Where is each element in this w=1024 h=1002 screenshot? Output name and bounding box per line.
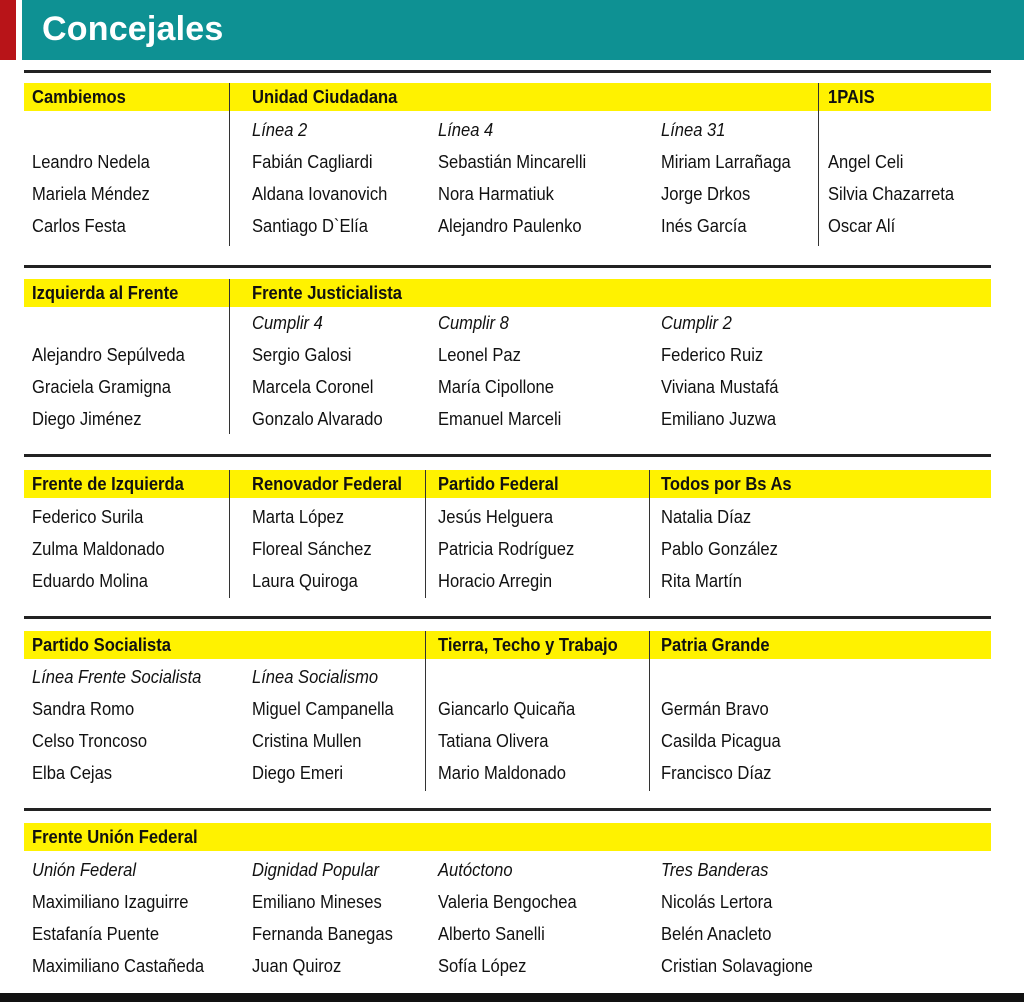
- candidate-name: Jesús Helguera: [438, 507, 554, 527]
- candidate-name: Mariela Méndez: [32, 184, 150, 204]
- sub-line-label: Autóctono: [438, 860, 513, 880]
- sub-line-label: Cumplir 8: [438, 313, 509, 333]
- candidate-name: Emanuel Marceli: [438, 409, 562, 429]
- sub-line-label: Cumplir 2: [661, 313, 732, 333]
- candidate-name: Valeria Bengochea: [438, 892, 577, 912]
- party-name: Todos por Bs As: [661, 474, 792, 494]
- candidate-name: Diego Emeri: [252, 763, 344, 783]
- sub-line-label: Línea Socialismo: [252, 667, 379, 687]
- candidate-name: Alejandro Paulenko: [438, 216, 582, 236]
- candidate-name: Santiago D`Elía: [252, 216, 368, 236]
- sub-line-label: Línea Frente Socialista: [32, 667, 202, 687]
- candidate-name: Juan Quiroz: [252, 956, 342, 976]
- candidate-name: Aldana Iovanovich: [252, 184, 388, 204]
- bottom-bar: [0, 993, 1024, 1002]
- candidate-name: Casilda Picagua: [661, 731, 781, 751]
- party-name: Frente de Izquierda: [32, 474, 184, 494]
- candidate-name: Nicolás Lertora: [661, 892, 773, 912]
- candidate-name: Cristian Solavagione: [661, 956, 813, 976]
- block-divider: [24, 616, 991, 619]
- column-separator: [649, 631, 650, 791]
- candidate-name: Giancarlo Quicaña: [438, 699, 576, 719]
- sub-line-label: Tres Banderas: [661, 860, 769, 880]
- block-divider: [24, 70, 991, 73]
- candidate-name: Emiliano Mineses: [252, 892, 382, 912]
- candidate-name: Graciela Gramigna: [32, 377, 171, 397]
- candidate-name: Nora Harmatiuk: [438, 184, 554, 204]
- candidate-name: Carlos Festa: [32, 216, 126, 236]
- party-name: Izquierda al Frente: [32, 283, 179, 303]
- sub-line-label: Línea 2: [252, 120, 308, 140]
- party-name: Partido Federal: [438, 474, 559, 494]
- block-divider: [24, 454, 991, 457]
- candidate-name: Rita Martín: [661, 571, 742, 591]
- candidate-name: Zulma Maldonado: [32, 539, 165, 559]
- candidate-name: Leandro Nedela: [32, 152, 150, 172]
- candidate-name: Federico Surila: [32, 507, 144, 527]
- party-name: Frente Justicialista: [252, 283, 403, 303]
- column-separator: [425, 631, 426, 791]
- candidate-name: Oscar Alí: [828, 216, 896, 236]
- candidate-name: Horacio Arregin: [438, 571, 553, 591]
- candidate-name: Francisco Díaz: [661, 763, 772, 783]
- candidate-name: Marta López: [252, 507, 345, 527]
- candidate-name: Silvia Chazarreta: [828, 184, 955, 204]
- candidate-name: Alejandro Sepúlveda: [32, 345, 185, 365]
- header-red-tab: [0, 0, 16, 60]
- candidate-name: Eduardo Molina: [32, 571, 149, 591]
- candidate-name: Emiliano Juzwa: [661, 409, 777, 429]
- candidate-name: Leonel Paz: [438, 345, 521, 365]
- column-separator: [229, 279, 230, 434]
- candidate-name: Fernanda Banegas: [252, 924, 393, 944]
- candidate-name: Diego Jiménez: [32, 409, 142, 429]
- candidate-name: Sofía López: [438, 956, 527, 976]
- column-separator: [818, 83, 819, 246]
- candidate-name: Germán Bravo: [661, 699, 769, 719]
- party-name: Frente Unión Federal: [32, 827, 198, 847]
- block-divider: [24, 265, 991, 268]
- party-name: 1PAIS: [828, 87, 875, 107]
- sub-line-label: Cumplir 4: [252, 313, 323, 333]
- candidate-name: Alberto Sanelli: [438, 924, 545, 944]
- sub-line-label: Dignidad Popular: [252, 860, 380, 880]
- candidate-name: Celso Troncoso: [32, 731, 148, 751]
- column-separator: [229, 470, 230, 598]
- candidate-name: Belén Anacleto: [661, 924, 772, 944]
- candidate-name: Miriam Larrañaga: [661, 152, 791, 172]
- candidate-name: Maximiliano Izaguirre: [32, 892, 189, 912]
- candidate-name: Marcela Coronel: [252, 377, 374, 397]
- party-name: Cambiemos: [32, 87, 126, 107]
- page-title: Concejales: [42, 10, 224, 48]
- party-name: Tierra, Techo y Trabajo: [438, 635, 618, 655]
- candidate-name: Sandra Romo: [32, 699, 135, 719]
- candidate-name: Miguel Campanella: [252, 699, 394, 719]
- candidate-name: Elba Cejas: [32, 763, 113, 783]
- candidate-name: Federico Ruiz: [661, 345, 764, 365]
- sub-line-label: Línea 4: [438, 120, 494, 140]
- candidate-name: Natalia Díaz: [661, 507, 752, 527]
- candidate-name: Tatiana Olivera: [438, 731, 549, 751]
- candidate-name: Pablo González: [661, 539, 778, 559]
- block-divider: [24, 808, 991, 811]
- candidate-name: Sebastián Mincarelli: [438, 152, 587, 172]
- candidate-name: Angel Celi: [828, 152, 904, 172]
- candidate-name: María Cipollone: [438, 377, 554, 397]
- column-separator: [425, 470, 426, 598]
- candidate-name: Viviana Mustafá: [661, 377, 779, 397]
- party-name: Partido Socialista: [32, 635, 171, 655]
- candidate-name: Cristina Mullen: [252, 731, 362, 751]
- candidate-name: Estafanía Puente: [32, 924, 160, 944]
- sub-line-label: Unión Federal: [32, 860, 137, 880]
- candidate-name: Sergio Galosi: [252, 345, 352, 365]
- column-separator: [649, 470, 650, 598]
- party-name: Renovador Federal: [252, 474, 403, 494]
- candidate-name: Laura Quiroga: [252, 571, 358, 591]
- party-name: Patria Grande: [661, 635, 770, 655]
- candidate-name: Gonzalo Alvarado: [252, 409, 383, 429]
- candidate-name: Jorge Drkos: [661, 184, 751, 204]
- party-name: Unidad Ciudadana: [252, 87, 398, 107]
- candidate-name: Floreal Sánchez: [252, 539, 372, 559]
- column-separator: [229, 83, 230, 246]
- candidate-name: Fabián Cagliardi: [252, 152, 373, 172]
- candidate-name: Mario Maldonado: [438, 763, 566, 783]
- candidate-name: Patricia Rodríguez: [438, 539, 575, 559]
- candidate-name: Inés García: [661, 216, 747, 236]
- sub-line-label: Línea 31: [661, 120, 726, 140]
- candidate-name: Maximiliano Castañeda: [32, 956, 205, 976]
